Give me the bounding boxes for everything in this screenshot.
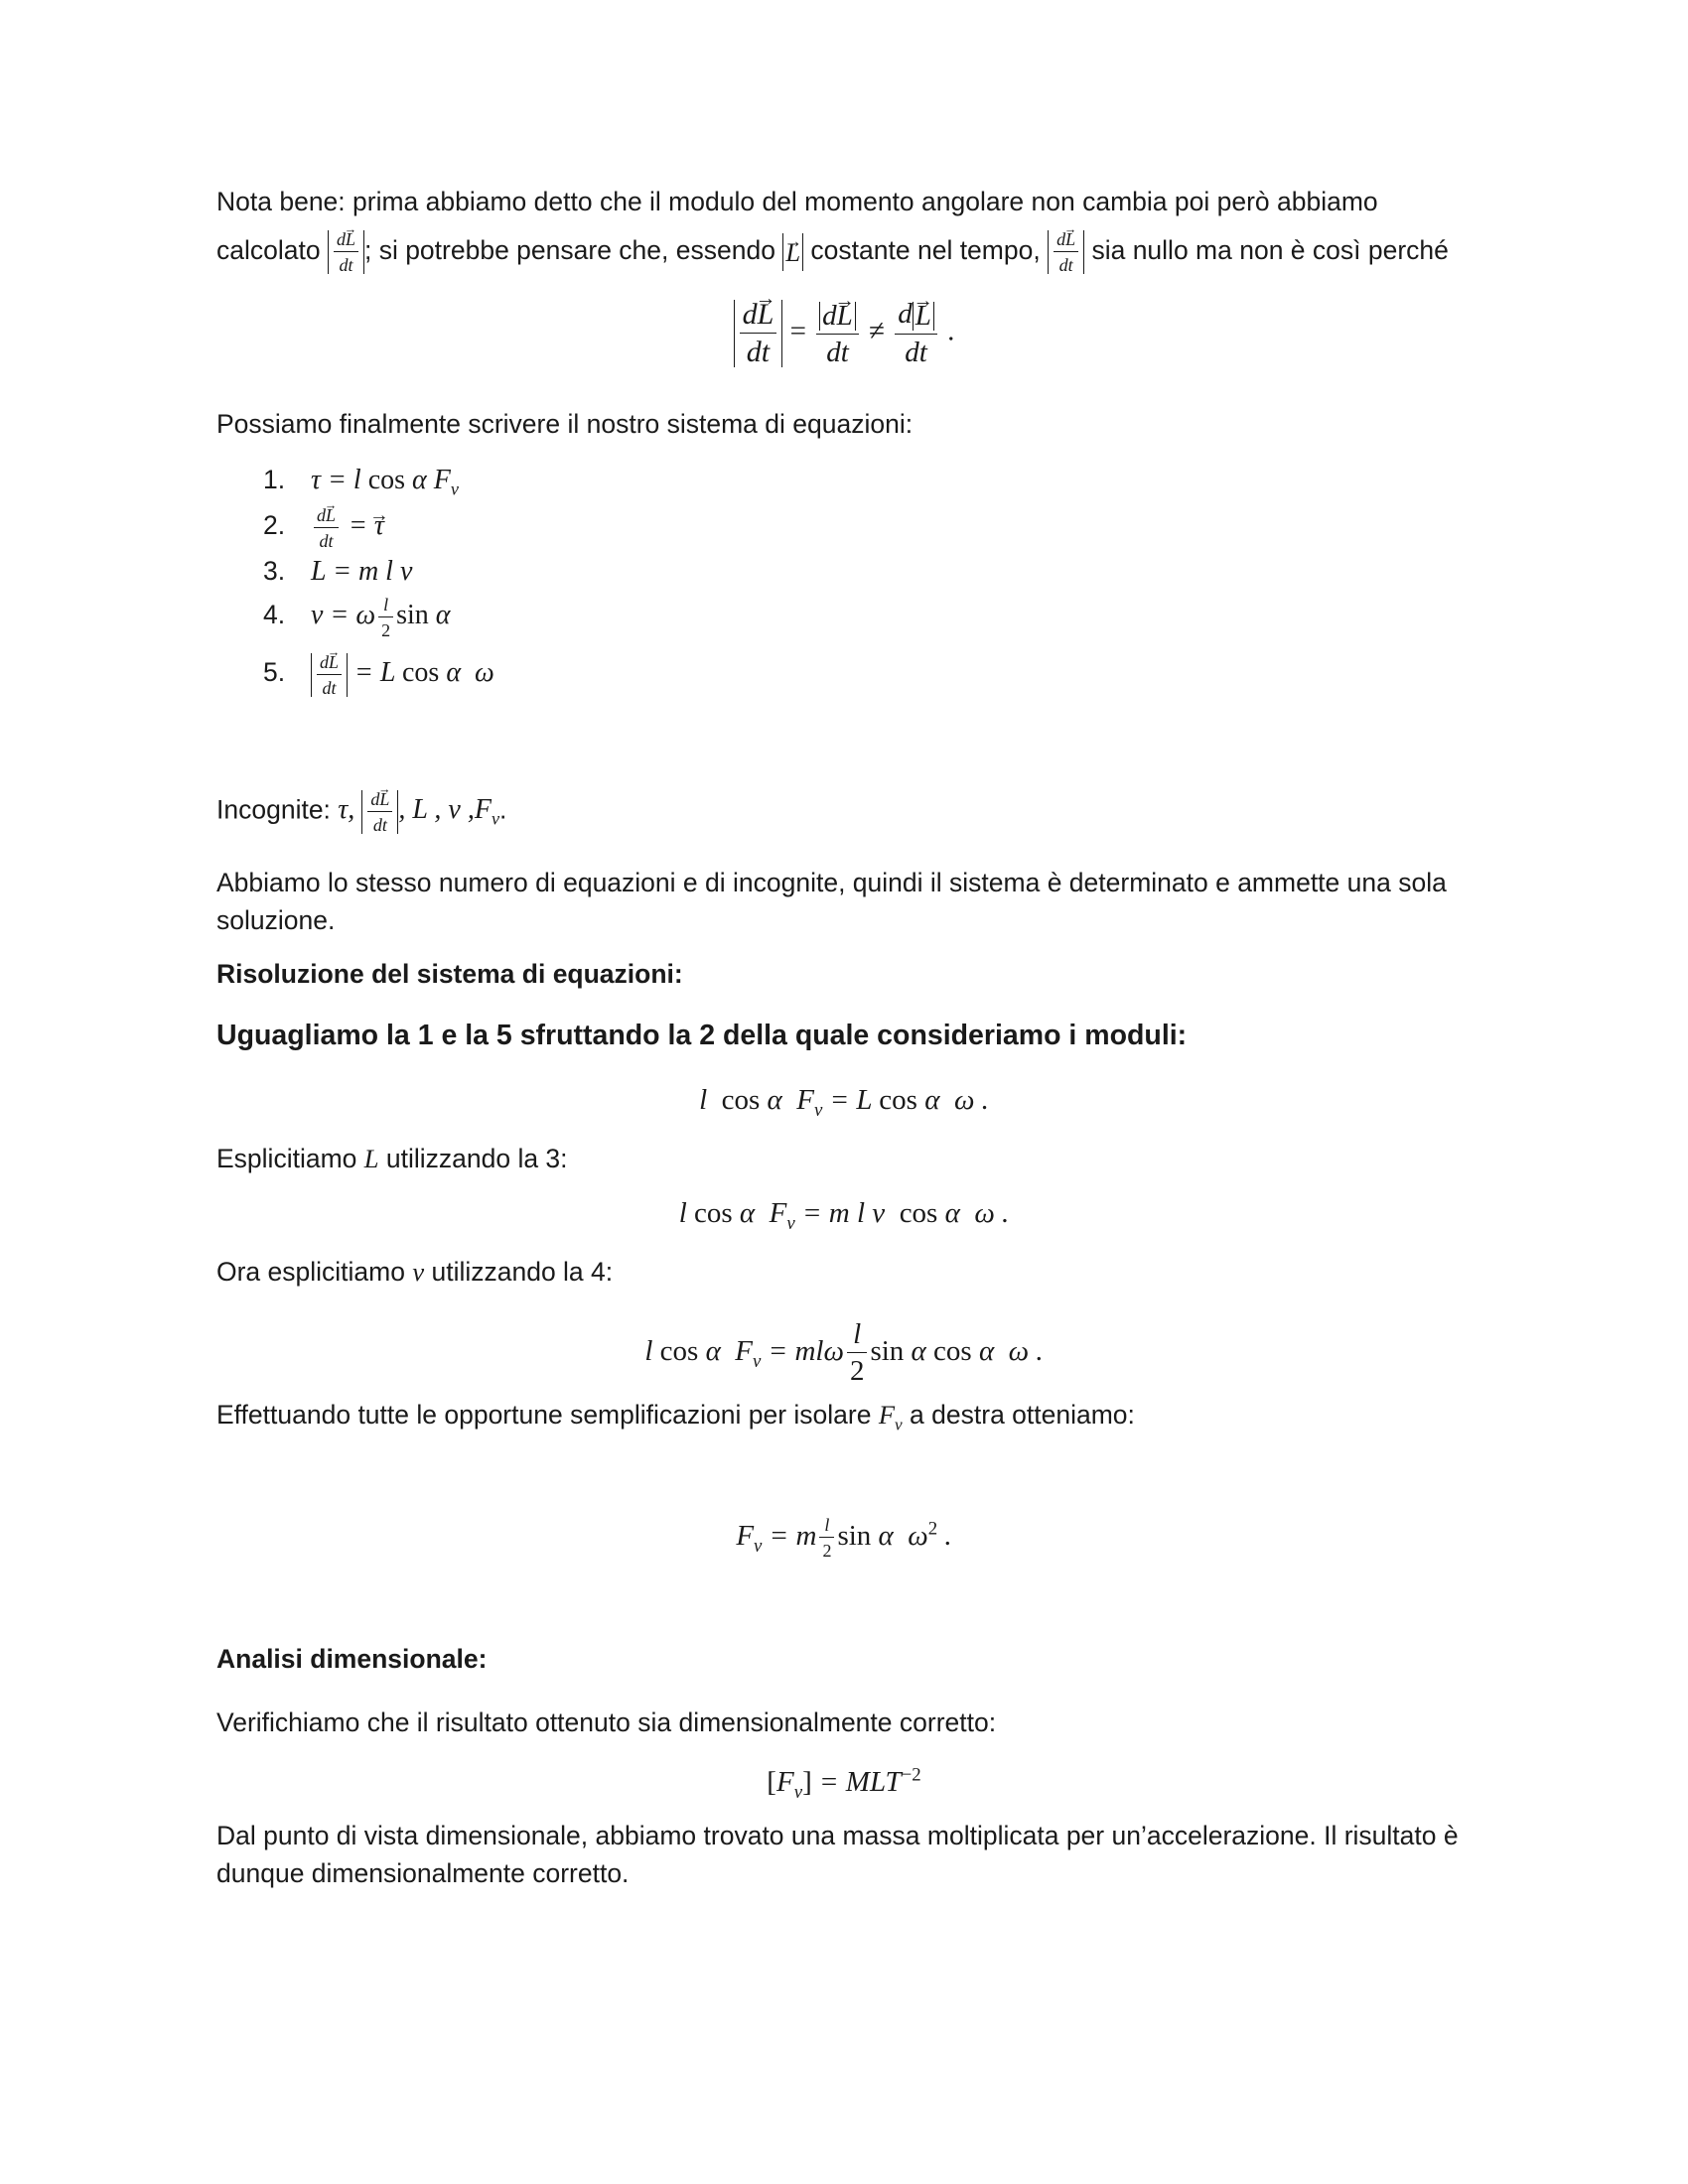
equation-item-4: 4. v = ω $\frac{l}{2}$ sin α — [263, 595, 451, 640]
inline-abs-dLdt-2: $\frac{d\to L}{dt}$ — [1048, 230, 1084, 274]
paragraph-explicit-v: Ora esplicitiamo v utilizzando la 4: — [216, 1257, 614, 1287]
equation-item-5: 5. $\frac{d\to L}{dt}$ = L cos α ω — [263, 653, 494, 697]
equation-substitute-L: l cos α $F_v = m$ l v cos α ω . — [678, 1197, 1010, 1234]
paragraph-note: Nota bene: prima abbiamo detto che il modulo del momento angolare non cambia poi però abbiamo — [216, 187, 1378, 216]
heading-resolution: Risoluzione del sistema di equazioni: — [216, 959, 683, 989]
equation-item-3: 3. L = m l v — [263, 556, 413, 587]
paragraph-unknowns: Incognite: τ, $\frac{d\to L}{dt}$ , L , v $,F_v$. — [216, 790, 1477, 838]
inline-abs-L: → L — [782, 233, 803, 271]
equation-item-1: 1. τ = l cos α $F_v$ — [263, 465, 459, 499]
paragraph-verify: Verifichiamo che il risultato ottenuto sia dimensionalmente corretto: — [216, 1707, 997, 1737]
paragraph-explicit-L: Esplicitiamo L utilizzando la 3: — [216, 1144, 568, 1173]
equation-substitute-v: l cos α $F_v = ml\omega$ $\frac{l}{2}$ sin α cos α ω . — [644, 1318, 1044, 1387]
equation-equate: l cos α $F_v = L$ cos α ω . — [699, 1084, 989, 1121]
paragraph-conclusion: Dal punto di vista dimensionale, abbiamo trovato una massa moltiplicata per un’accelerazione. Il risultato è dunque dimensionalmente corretto. — [216, 1821, 1459, 1888]
paragraph-system-intro: Possiamo finalmente scrivere il nostro sistema di equazioni: — [216, 409, 914, 439]
equation-dimensions: $[F_v] = MLT^{-2}$ — [767, 1764, 921, 1803]
equation-result: $F_v = m$ $\frac{l}{2}$ sin α $\omega^2$ . — [736, 1515, 952, 1561]
heading-equate: Uguagliamo la 1 e la 5 sfruttando la 2 della quale consideriamo i moduli: — [216, 1020, 1188, 1051]
equation-derivative-inequality: $\frac{d\to L}{dt}$ = $\frac{d\to L}{dt}$ ≠ $\frac{d\to L}{dt}$ . — [0, 300, 1688, 367]
inline-abs-dLdt: $\frac{d\to L}{dt}$ — [328, 230, 364, 274]
paragraph-note-cont: calcolato $\frac{d\to L}{dt}$ ; si potrebbe pensare che, essendo → L costante nel tempo, $\frac{d\to L}{dt}$ sia nullo ma non è così perché — [216, 230, 1477, 274]
paragraph-simplify: Effettuando tutte le opportune semplificazioni per isolare $F_v$ a destra otteniamo: — [216, 1400, 1135, 1434]
heading-dimensional: Analisi dimensionale: — [216, 1644, 488, 1674]
paragraph-determined: Abbiamo lo stesso numero di equazioni e di incognite, quindi il sistema è determinato e ammette una sola soluzione. — [216, 868, 1447, 935]
equation-item-2: 2. $\frac{d\to L}{dt}$ = → τ — [263, 506, 384, 550]
